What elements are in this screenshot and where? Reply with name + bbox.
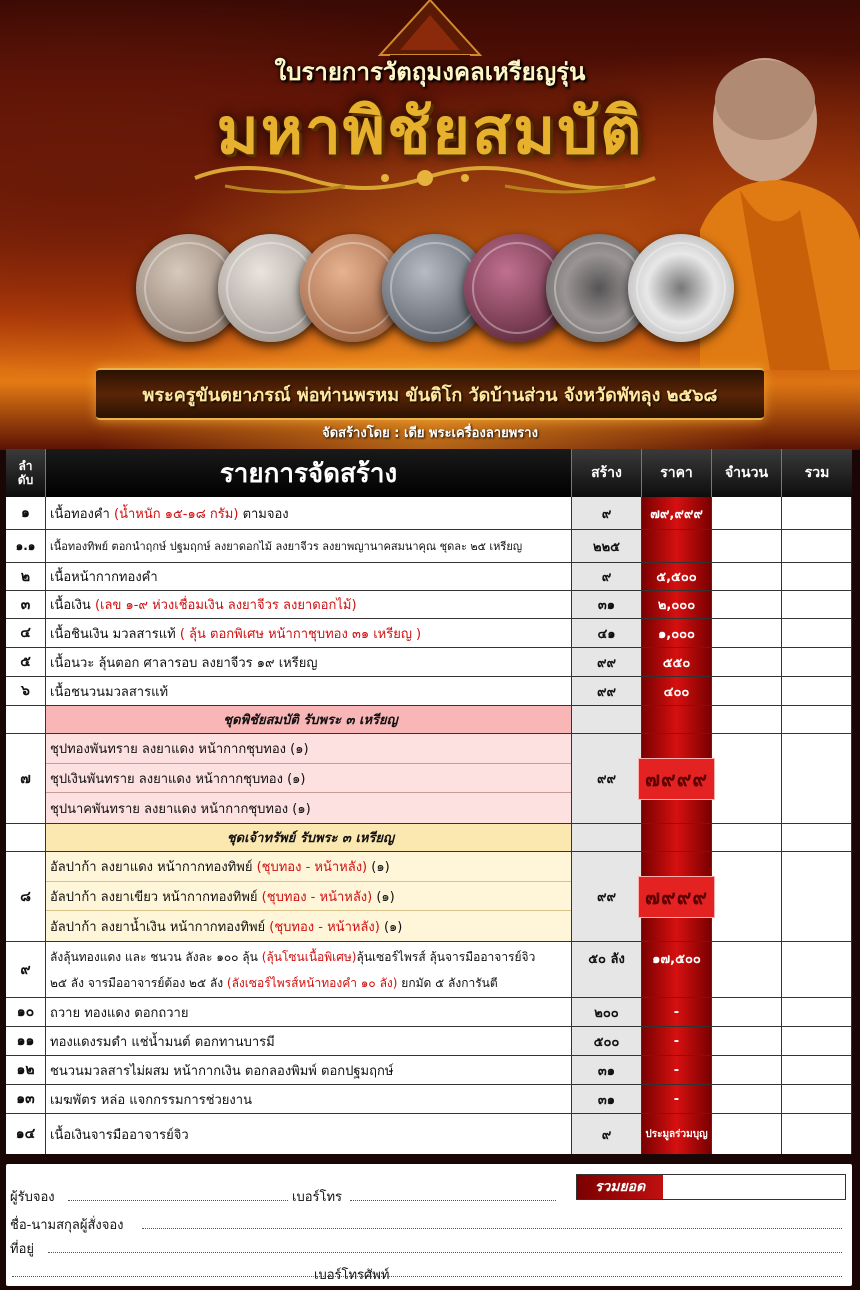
amount-input[interactable]	[712, 497, 782, 529]
set-header-row	[6, 824, 852, 852]
row-price	[642, 734, 712, 823]
set2-item-text: อัลปาก้า ลงยาแดง หน้ากากทองทิพย์	[50, 859, 253, 875]
row-qty: ๓๑	[572, 591, 642, 618]
row-num: ๕	[6, 648, 46, 676]
amount-input[interactable]	[712, 852, 782, 941]
table-row	[6, 1114, 852, 1154]
table-row	[6, 648, 852, 677]
row-qty: ๙	[572, 497, 642, 529]
set2-title: ชุดเจ้าทรัพย์ รับพระ ๓ เหรียญ	[46, 824, 572, 851]
row9-line1	[50, 944, 535, 970]
row9-line2red: (ลังเซอร์ไพรส์หน้าทองคำ ๑๐ ลัง)	[226, 975, 398, 990]
total-input[interactable]	[782, 677, 852, 705]
set2-item-tail: (๑)	[383, 919, 403, 935]
coin-row	[136, 234, 736, 346]
row-qty: ๕๐๐	[572, 1027, 642, 1055]
phone2-label: เบอร์โทรศัพท์	[314, 1268, 390, 1283]
header-title: มหาพิชัยสมบัติ	[216, 94, 644, 169]
amount-input[interactable]	[712, 1027, 782, 1055]
row-desc: ชนวนมวลสารไม่ผสม หน้ากากเงิน ตอกลองพิมพ์ ตอกปฐมฤกษ์	[46, 1056, 572, 1084]
row-price: -	[642, 1056, 712, 1084]
address-field[interactable]	[48, 1252, 842, 1253]
total-input[interactable]	[782, 998, 852, 1026]
row-desc: เนื้อชนวนมวลสารแท้	[46, 677, 572, 705]
total-input[interactable]	[782, 942, 852, 997]
amount-input[interactable]	[712, 619, 782, 647]
address-label: ที่อยู่	[10, 1242, 34, 1257]
coin-star-white-icon	[628, 234, 734, 342]
row-desc: เนื้อนวะ ลุ้นตอก ศาลารอบ ลงยาจีวร ๑๙ เหรียญ	[46, 648, 572, 676]
header-seq: ลำ ดับ	[6, 449, 46, 497]
row-num: ๑๒	[6, 1056, 46, 1084]
receiver-label: ผู้รับจอง	[10, 1190, 55, 1205]
row-num: ๒	[6, 563, 46, 590]
row-qty: ๙๙	[572, 677, 642, 705]
total-input[interactable]	[782, 563, 852, 590]
header-price: ราคา	[642, 449, 712, 497]
table-row	[6, 530, 852, 563]
row-qty: ๓๑	[572, 1056, 642, 1084]
row9-line1a: ลังลุ้นทองแดง และ ชนวน ลังละ ๑๐๐ ลุ้น	[50, 949, 258, 964]
row-desc: เมฆพัตร หล่อ แจกกรรมการช่วยงาน	[46, 1085, 572, 1113]
set1-item: ชุปนาคพันทราย ลงยาแดง หน้ากากชุบทอง (๑)	[50, 801, 311, 817]
amount-input[interactable]	[712, 530, 782, 562]
row9-line1red: (ลุ้นโซนเนื้อพิเศษ)	[261, 949, 357, 964]
row-num: ๑	[6, 497, 46, 529]
row9-line2a: ๒๕ ลัง จารมืออาจารย์ต้อง ๒๕ ลัง	[50, 975, 224, 990]
total-input[interactable]	[782, 497, 852, 529]
row-price: ๔๐๐	[642, 677, 712, 705]
table-row	[6, 1056, 852, 1085]
table-row	[6, 1085, 852, 1114]
total-field[interactable]	[665, 1175, 845, 1199]
row-price: ประมูลร่วมบุญ	[642, 1114, 712, 1154]
row-qty: ๙๙	[572, 648, 642, 676]
row-tail: ตามจอง	[242, 506, 289, 522]
row-qty: ๒๒๕	[572, 530, 642, 562]
row-num: ๑๓	[6, 1085, 46, 1113]
row-red: (เลข ๑-๙ ห่วงเชื่อมเงิน ลงยาจีวร ลงยาดอกไม้)	[94, 598, 357, 613]
set2-item-tail: (๑)	[376, 889, 395, 905]
row-num: ๙	[6, 942, 46, 997]
row-qty: ๙	[572, 1114, 642, 1154]
row-num: ๑๔	[6, 1114, 46, 1154]
name-field[interactable]	[142, 1228, 842, 1229]
total-input[interactable]	[782, 1114, 852, 1154]
total-input[interactable]	[782, 619, 852, 647]
total-input[interactable]	[782, 1056, 852, 1084]
set2-item-text: อัลปาก้า ลงยาน้ำเงิน หน้ากากทองทิพย์	[50, 919, 266, 935]
header-amount: จำนวน	[712, 449, 782, 497]
table-row	[6, 619, 852, 648]
order-form	[6, 1164, 852, 1286]
header-poster	[0, 0, 860, 450]
row-price: ๗๙,๙๙๙	[642, 497, 712, 529]
row-price: ๕,๕๐๐	[642, 563, 712, 590]
row-num-empty	[6, 824, 46, 851]
set1-items	[46, 734, 572, 823]
total-input[interactable]	[782, 824, 852, 851]
amount-input[interactable]	[712, 734, 782, 823]
row-text: เนื้อชินเงิน มวลสารแท้	[50, 626, 176, 642]
header-subtitle: ใบรายการวัตถุมงคลเหรียญรุ่น	[274, 57, 586, 86]
phone-field[interactable]	[350, 1200, 556, 1201]
amount-input[interactable]	[712, 563, 782, 590]
row-price	[642, 852, 712, 941]
row-num-empty	[6, 706, 46, 733]
table-row	[6, 998, 852, 1027]
set-header-row	[6, 706, 852, 734]
table-row	[6, 1027, 852, 1056]
row-text: เนื้อทองคำ	[50, 506, 110, 522]
row-text: เนื้อเงิน	[50, 598, 91, 613]
amount-input[interactable]	[712, 1085, 782, 1113]
row-price: -	[642, 1085, 712, 1113]
total-input[interactable]	[782, 530, 852, 562]
set2-item-red: (ชุบทอง - หน้าหลัง)	[269, 919, 380, 935]
phone-label: เบอร์โทร	[292, 1190, 343, 1205]
amount-input[interactable]	[712, 942, 782, 997]
set2-item-text: อัลปาก้า ลงยาเขียว หน้ากากทองทิพย์	[50, 889, 258, 905]
row-desc	[46, 497, 572, 529]
table-header	[6, 449, 852, 497]
row-num: ๑๑	[6, 1027, 46, 1055]
row-num: ๘	[6, 852, 46, 941]
row-num: ๗	[6, 734, 46, 823]
row-price: -	[642, 1027, 712, 1055]
set2-item-tail: (๑)	[371, 859, 390, 875]
amount-input[interactable]	[712, 824, 782, 851]
row-qty: ๙	[572, 563, 642, 590]
set2-item-red: (ชุบทอง - หน้าหลัง)	[261, 889, 373, 905]
set2-price-badge: ๗๙๙๙	[638, 876, 715, 918]
row-desc: เนื้อทองทิพย์ ตอกนำฤกษ์ ปฐมฤกษ์ ลงยาดอกไม้ ลงยาจีวร ลงยาพญานาคสมนาคุณ ชุดละ ๒๕ เหรียญ	[46, 530, 572, 562]
gold-ornament-icon	[185, 158, 665, 198]
order-table	[6, 449, 852, 1154]
set2-item	[46, 852, 571, 882]
total-input[interactable]	[782, 734, 852, 823]
row-price: ๕๕๐	[642, 648, 712, 676]
amount-input[interactable]	[712, 648, 782, 676]
row-qty: ๓๑	[572, 1085, 642, 1113]
name-label: ชื่อ-นามสกุลผู้สั่งจอง	[10, 1218, 124, 1233]
row-qty: ๔๑	[572, 619, 642, 647]
amount-input[interactable]	[712, 1114, 782, 1154]
table-row	[6, 497, 852, 530]
table-row	[6, 677, 852, 706]
row-price: ๑,๐๐๐	[642, 619, 712, 647]
table-row	[6, 563, 852, 591]
receiver-field[interactable]	[68, 1200, 288, 1201]
row-price: ๑๗,๕๐๐	[642, 942, 712, 997]
total-input[interactable]	[782, 1085, 852, 1113]
row-qty-empty	[572, 706, 642, 733]
row-red: (น้ำหนัก ๑๕-๑๘ กรัม)	[114, 506, 239, 522]
total-box	[576, 1174, 846, 1200]
set1-item: ชุปเงินพันทราย ลงยาแดง หน้ากากชุบทอง (๑)	[46, 764, 571, 794]
row-num: ๖	[6, 677, 46, 705]
row-price: ๒,๐๐๐	[642, 591, 712, 618]
set2-item	[46, 911, 571, 941]
row-desc	[46, 591, 572, 618]
amount-input[interactable]	[712, 706, 782, 733]
row-red: ( ลุ้น ตอกพิเศษ หน้ากาชุบทอง ๓๑ เหรียญ )	[179, 626, 422, 642]
total-input[interactable]	[782, 591, 852, 618]
header-total: รวม	[782, 449, 852, 497]
row-desc: เนื้อหน้ากากทองคำ	[46, 563, 572, 590]
address-field-2[interactable]	[12, 1276, 842, 1277]
total-input[interactable]	[782, 1027, 852, 1055]
table-row	[6, 942, 852, 998]
set2-item-red: (ชุบทอง - หน้าหลัง)	[256, 859, 368, 875]
row-price-empty	[642, 706, 712, 733]
row-desc: ถวาย ทองแดง ตอกถวาย	[46, 998, 572, 1026]
row-price	[642, 530, 712, 562]
set1-price-badge: ๗๙๙๙	[638, 758, 715, 800]
amount-input[interactable]	[712, 591, 782, 618]
total-input[interactable]	[782, 852, 852, 941]
row-desc: เนื้อเงินจารมืออาจารย์จิว	[46, 1114, 572, 1154]
row-desc: ทองแดงรมดำ แช่น้ำมนต์ ตอกทานบารมี	[46, 1027, 572, 1055]
row-num: ๔	[6, 619, 46, 647]
set1-title: ชุดพิชัยสมบัติ รับพระ ๓ เหรียญ	[46, 706, 572, 733]
creator-credit: จัดสร้างโดย : เดีย พระเครื่องลายพราง	[322, 426, 538, 441]
total-input[interactable]	[782, 648, 852, 676]
row-price-empty	[642, 824, 712, 851]
set1-item: ชุปทองพันทราย ลงยาแดง หน้ากากชุบทอง (๑)	[46, 734, 571, 764]
row-num: ๑๐	[6, 998, 46, 1026]
row-desc	[46, 619, 572, 647]
row-num: ๓	[6, 591, 46, 618]
row-num: ๑.๑	[6, 530, 46, 562]
row-qty: ๙๙	[572, 734, 642, 823]
row-qty: ๙๙	[572, 852, 642, 941]
set2-items	[46, 852, 572, 941]
row9-line2b: ยกมัด ๕ ลังการันตี	[401, 975, 498, 990]
table-row	[6, 591, 852, 619]
row-qty: ๕๐ ลัง	[572, 942, 642, 997]
row-desc	[46, 942, 572, 997]
row-qty-empty	[572, 824, 642, 851]
set1-row	[6, 734, 852, 824]
header-qty: สร้าง	[572, 449, 642, 497]
set2-item	[46, 882, 571, 912]
row-price: -	[642, 998, 712, 1026]
amount-input[interactable]	[712, 677, 782, 705]
set2-row	[6, 852, 852, 942]
row9-line2	[50, 970, 498, 996]
header-title-cell: รายการจัดสร้าง	[46, 449, 572, 497]
row-qty: ๒๐๐	[572, 998, 642, 1026]
amount-input[interactable]	[712, 1056, 782, 1084]
total-input[interactable]	[782, 706, 852, 733]
amount-input[interactable]	[712, 998, 782, 1026]
row9-line1b: ลุ้นเซอร์ไพรส์ ลุ้นจารมืออาจารย์จิว	[356, 949, 536, 964]
total-label: รวมยอด	[577, 1175, 663, 1199]
temple-banner-text: พระครูขันตยาภรณ์ พ่อท่านพรหม ขันติโก วัดบ้านส่วน จังหวัดพัทลุง ๒๕๖๘	[142, 385, 718, 406]
